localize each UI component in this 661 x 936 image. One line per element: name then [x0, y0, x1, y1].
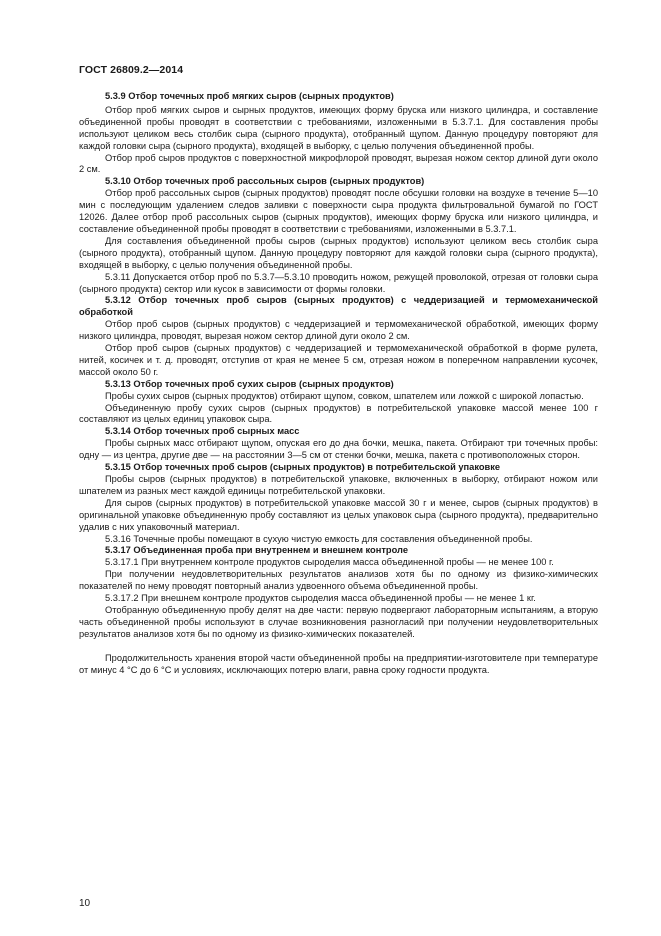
paragraph: Продолжительность хранения второй части объединенной пробы на предприятии-изготовителе при температуре от минус 4 °С до 6 °С и условиях, исключающих потерю влаги, равна сроку годности продукта. [79, 652, 598, 675]
paragraph: При получении неудовлетворительных результатов анализов хотя бы по одному из физико-химических показателей по нему проводят повторный анализ удвоенного объема объединенной пробы. [79, 569, 598, 592]
paragraph-5-3-11: 5.3.11 Допускается отбор проб по 5.3.7—5.3.10 проводить ножом, режущей проволокой, отрезая от головки сыра (сырного продукта) сектор или кусок в зависимости от формы головки. [79, 271, 598, 294]
paragraph: Отбор проб сыров (сырных продуктов) с чеддеризацией и термомеханической обработкой, имеющих форму низкого цилиндра, проводят, вырезая ножом сектор длиной дуги около 2 см. [79, 319, 598, 342]
paragraph: Отобранную объединенную пробу делят на две части: первую подвергают лабораторным испытаниям, а вторую часть объединенной пробы используют в случае возникновения разногласий при получении неудовлетворительных результатов анализов хотя бы по одному из физико-химических показателей. [79, 604, 598, 639]
paragraph: Для сыров (сырных продуктов) в потребительской упаковке массой 30 г и менее, сыров (сырных продуктов) в оригинальной упаковке объединенную пробу составляют из целых упаковок сыра (сырного продукта), предварительно удалив с них упаковочный материал. [79, 497, 598, 532]
section-heading-5-3-9: 5.3.9 Отбор точечных проб мягких сыров (сырных продуктов) [105, 91, 394, 101]
section-heading-5-3-10: 5.3.10 Отбор точечных проб рассольных сыров (сырных продуктов) [105, 176, 425, 187]
paragraph: Отбор проб рассольных сыров (сырных продуктов) проводят после обсушки головки на воздухе в течение 5—10 мин с последующим удалением следов заливки с поверхности сыра продукта фильтровальной бумагой по ГОСТ 12026. Далее отбор проб рассольных сыров (сырных продуктов), имеющих форму бруска или низкого цилиндра, и составление объединенной пробы проводят в соответствии с требованиями, изложенными в 5.3.7.1. [79, 188, 598, 234]
section-heading-5-3-14: 5.3.14 Отбор точечных проб сырных масс [105, 426, 300, 437]
paragraph-5-3-17-1: 5.3.17.1 При внутреннем контроле продуктов сыроделия масса объединенной пробы — не менее 100 г. [105, 557, 554, 568]
section-heading-5-3-17: 5.3.17 Объединенная проба при внутреннем и внешнем контроле [105, 545, 408, 556]
paragraph: Пробы сухих сыров (сырных продуктов) отбирают щупом, совком, шпателем или ложкой с широкой лопастью. [105, 390, 584, 401]
section-heading-5-3-12: 5.3.12 Отбор точечных проб сыров (сырных продуктов) с чеддеризацией и термомеханической обработкой [79, 295, 598, 318]
paragraph: Отбор проб мягких сыров и сырных продуктов, имеющих форму бруска или низкого цилиндра, и составление объединенной пробы проводят в соответствии с требованиями, изложенными в 5.3.7.1. Для составления пробы используют целиком весь столбик сыра (сырного продукта), отобранный щупом. Данную процедуру повторяют для каждой головки сыра (сырного продукта), входящей в выборку, с целью получения объединенной пробы. [79, 104, 598, 151]
paragraph-5-3-16: 5.3.16 Точечные пробы помещают в сухую чистую емкость для составления объединенной пробы. [105, 533, 533, 544]
paragraph: Пробы сыров (сырных продуктов) в потребительской упаковке, включенных в выборку, отбирают ножом или шпателем из разных мест каждой единицы потребительской упаковки. [79, 474, 598, 496]
paragraph: Отбор проб сыров (сырных продуктов) с чеддеризацией и термомеханической обработкой в форме рулета, нитей, косичек и т. д. проводят, отступив от края не менее 5 см, отрезая ножом в поперечном направлении кусочек, массой около 50 г. [79, 343, 598, 377]
section-heading-5-3-15: 5.3.15 Отбор точечных проб сыров (сырных продуктов) в потребительской упаковке [105, 462, 501, 473]
section-heading-5-3-13: 5.3.13 Отбор точечных проб сухих сыров (сырных продуктов) [105, 378, 394, 389]
paragraph: Для составления объединенной пробы сыров (сырных продуктов) используют целиком весь столбик сыра (сырного продукта), отобранный щупом. Данную процедуру повторяют для каждой головки сыра (сырного продукта), входящей в выборку, с целью получения объединенной пробы. [79, 235, 598, 270]
document-body [79, 91, 598, 677]
paragraph: Пробы сырных масс отбирают щупом, опуская его до дна бочки, мешка, пакета. Отбирают три точечных пробы: одну — из центра, другие две — на расстоянии 3—5 см от стенки бочки, мешка, пакета с противоположных сторон. [79, 438, 598, 461]
paragraph: Объединенную пробу сухих сыров (сырных продуктов) в потребительской упаковке массой менее 100 г составляют из целых единиц упаковок сыра. [79, 402, 598, 425]
page-number: 10 [79, 898, 91, 909]
paragraph-5-3-17-2: 5.3.17.2 При внешнем контроле продуктов сыроделия масса объединенной пробы — не менее 1 кг. [105, 593, 536, 604]
document-code-header: ГОСТ 26809.2—2014 [79, 64, 184, 76]
paragraph: Отбор проб сыров продуктов с поверхностной микрофлорой проводят, вырезая ножом сектор длиной дуги около 2 см. [79, 152, 598, 175]
